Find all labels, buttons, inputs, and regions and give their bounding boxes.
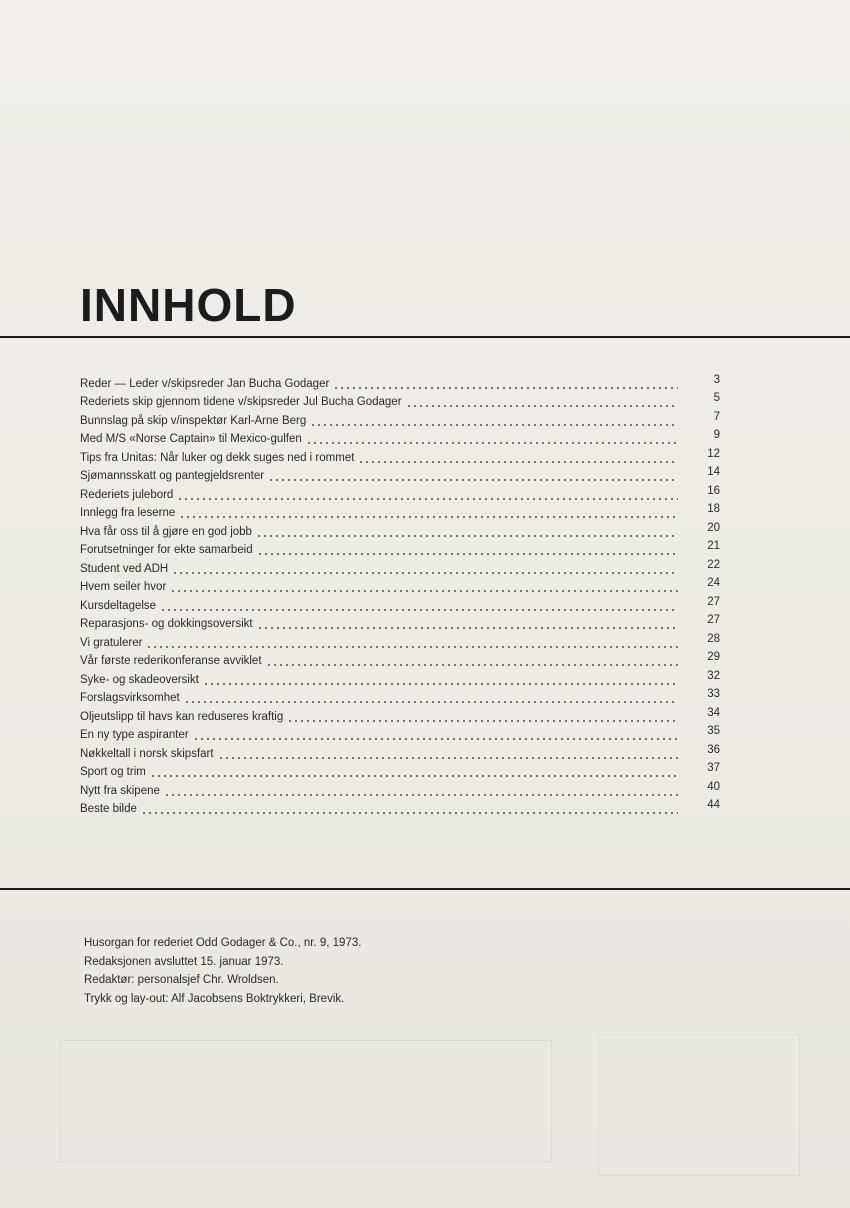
toc-entry-page: 12 [707, 447, 720, 460]
toc-entry-page: 16 [707, 484, 720, 497]
toc-entry-page: 18 [707, 503, 720, 515]
toc-entry-page: 27 [707, 614, 720, 626]
toc-dot-leader [287, 709, 678, 723]
toc-entry [80, 539, 720, 558]
toc-entry-title: Sjømannsskatt og pantegjeldsrenter [80, 470, 265, 482]
toc-entry-title: Sport og trim [80, 766, 146, 778]
colophon-deadline: Redaksjonen avsluttet 15. januar 1973. [84, 955, 284, 968]
toc-entry-page: 32 [707, 669, 720, 682]
toc-entry-title: Vi gratulerer [80, 636, 143, 649]
toc-entry-title: Rederiets julebord [80, 488, 174, 501]
toc-dot-leader [146, 635, 678, 649]
toc-entry [80, 409, 720, 428]
toc-entry-page: 14 [707, 466, 720, 478]
colophon-printer: Trykk og lay-out: Alf Jacobsens Boktrykkeri, Brevik. [84, 992, 345, 1005]
toc-dot-leader [256, 524, 678, 538]
toc-entry-title: Reparasjons- og dokkingsoversikt [80, 618, 253, 630]
toc-entry-page: 28 [707, 632, 720, 645]
toc-entry-title: Oljeutslipp til havs kan reduseres kraftig [80, 710, 284, 723]
toc-dot-leader [203, 672, 678, 686]
colophon [84, 934, 361, 1008]
colophon-publication: Husorgan for rederiet Odd Godager & Co., nr. 9, 1973. [84, 937, 362, 949]
toc-entry [80, 668, 720, 687]
toc-entry-page: 5 [713, 392, 720, 404]
toc-dot-leader [164, 783, 678, 797]
toc-dot-leader [170, 579, 678, 593]
toc-entry-page: 34 [707, 706, 720, 719]
toc-dot-leader [193, 727, 678, 741]
toc-entry [80, 428, 720, 447]
toc-entry-page: 7 [713, 410, 720, 423]
toc-entry [80, 594, 720, 613]
bottom-divider [0, 888, 850, 890]
toc-dot-leader [177, 487, 678, 501]
toc-entry-page: 44 [707, 799, 720, 811]
toc-dot-leader [306, 431, 678, 445]
bleed-through-box [60, 1040, 552, 1162]
toc-dot-leader [179, 505, 678, 519]
toc-entry [80, 779, 720, 798]
toc-entry [80, 465, 720, 484]
toc-entry [80, 520, 720, 539]
toc-entry [80, 372, 720, 391]
toc-entry-page: 20 [707, 521, 720, 534]
toc-entry-page: 35 [707, 725, 720, 737]
page-title: INNHOLD [80, 279, 297, 331]
toc-entry-page: 37 [707, 762, 720, 774]
toc-entry-title: Forslagsvirksomhet [80, 692, 180, 704]
toc-entry-title: Forutsetninger for ekte samarbeid [80, 544, 253, 556]
top-divider [0, 336, 850, 338]
toc-dot-leader [184, 690, 678, 704]
toc-entry-title: Reder — Leder v/skipsreder Jan Bucha Godager [80, 377, 330, 390]
toc-entry-page: 27 [707, 595, 720, 608]
toc-entry-title: Bunnslag på skip v/inspektør Karl-Arne Berg [80, 414, 307, 427]
toc-entry-page: 36 [707, 743, 720, 756]
toc-entry [80, 631, 720, 650]
toc-entry-page: 3 [713, 373, 720, 386]
toc-entry-page: 29 [707, 651, 720, 663]
toc-entry-title: Med M/S «Norse Captain» til Mexico-gulfen [80, 433, 302, 445]
toc-dot-leader [257, 542, 678, 556]
toc-entry-title: Tips fra Unitas: Når luker og dekk suges ned i rommet [80, 451, 355, 464]
toc-entry-title: Hvem seiler hvor [80, 581, 167, 593]
toc-entry [80, 798, 720, 817]
toc-entry-title: Hva får oss til å gjøre en god jobb [80, 525, 252, 538]
toc-entry [80, 446, 720, 465]
toc-entry [80, 557, 720, 576]
toc-dot-leader [333, 376, 678, 390]
toc-entry-page: 22 [707, 558, 720, 571]
toc-entry-page: 9 [713, 429, 720, 441]
toc-entry-page: 40 [707, 780, 720, 793]
toc-dot-leader [257, 616, 678, 630]
toc-entry-title: Nytt fra skipene [80, 784, 160, 797]
toc-entry [80, 687, 720, 706]
toc-entry [80, 502, 720, 521]
toc-entry [80, 613, 720, 632]
toc-entry-title: Vår første rederikonferanse avviklet [80, 655, 262, 667]
toc-entry-page: 33 [707, 688, 720, 700]
toc-entry-page: 24 [707, 577, 720, 589]
toc-entry-title: Student ved ADH [80, 562, 169, 575]
toc-entry [80, 761, 720, 780]
toc-entry [80, 650, 720, 669]
toc-entry-title: Syke- og skadeoversikt [80, 673, 199, 686]
toc-dot-leader [266, 653, 678, 667]
toc-dot-leader [160, 598, 678, 612]
toc-entry [80, 576, 720, 595]
toc-entry [80, 391, 720, 410]
toc-dot-leader [406, 394, 678, 408]
bleed-through-box [598, 1034, 800, 1176]
toc-dot-leader [218, 746, 678, 760]
toc-entry-title: Kursdeltagelse [80, 599, 157, 612]
toc-entry [80, 483, 720, 502]
toc-entry-title: Rederiets skip gjennom tidene v/skipsreder Jul Bucha Godager [80, 396, 402, 408]
toc-entry-page: 21 [707, 540, 720, 552]
toc-entry-title: Innlegg fra leserne [80, 507, 176, 519]
toc-entry-title: Beste bilde [80, 803, 137, 815]
toc-entry [80, 742, 720, 761]
toc-dot-leader [141, 801, 678, 815]
toc-dot-leader [358, 450, 678, 464]
toc-dot-leader [310, 413, 678, 427]
toc-entry [80, 705, 720, 724]
toc-dot-leader [268, 468, 678, 482]
toc-entry-title: En ny type aspiranter [80, 729, 189, 741]
toc-dot-leader [172, 561, 678, 575]
toc-dot-leader [150, 764, 678, 778]
toc-entry [80, 724, 720, 743]
colophon-editor: Redaktør: personalsjef Chr. Wroldsen. [84, 974, 279, 986]
table-of-contents [80, 372, 720, 816]
toc-entry-title: Nøkkeltall i norsk skipsfart [80, 747, 214, 760]
